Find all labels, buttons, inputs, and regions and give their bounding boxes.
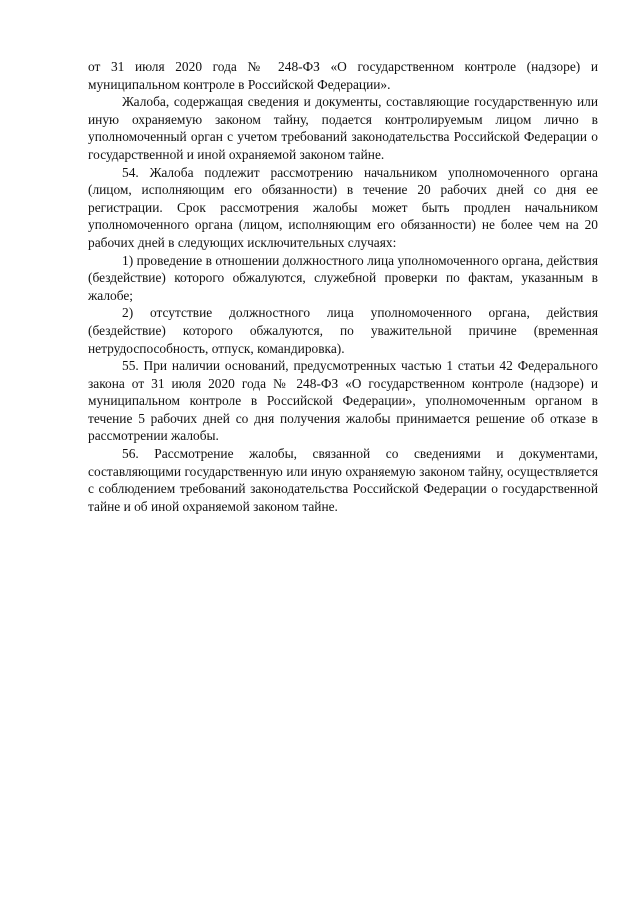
paragraph-55: 55. При наличии оснований, предусмотренных частью 1 статьи 42 Федерального закона от 31 июля 2020 года № 248-ФЗ «О государственном контроле (надзоре) и муниципальном контроле в Российской Федерации», уполномоченным органом в течение 5 рабочих дней со дня получения жалобы принимается решение об отказе в рассмотрении жалобы.	[88, 358, 598, 444]
document-page	[88, 58, 598, 515]
paragraph-secret-complaint: Жалоба, содержащая сведения и документы, составляющие государственную или иную охраняемую законом тайну, подается контролируемым лицом лично в уполномоченный орган с учетом требований законодательства Российской Федерации о государственной и иной охраняемой законом тайне.	[88, 94, 598, 162]
paragraph-56: 56. Рассмотрение жалобы, связанной со сведениями и документами, составляющими государственную или иную охраняемую законом тайну, осуществляется с соблюдением требований законодательства Российской Федерации о государственной тайне и об иной охраняемой законом тайне.	[88, 446, 598, 514]
paragraph-54: 54. Жалоба подлежит рассмотрению начальником уполномоченного органа (лицом, исполняющим его обязанности) в течение 20 рабочих дней со дня ее регистрации. Срок рассмотрения жалобы может быть продлен начальником уполномоченного органа (лицом, исполняющим его обязанности) не более чем на 20 рабочих дней в следующих исключительных случаях:	[88, 164, 598, 250]
paragraph-54-item-2: 2) отсутствие должностного лица уполномоченного органа, действия (бездействие) которого обжалуются, по уважительной причине (временная нетрудоспособность, отпуск, командировка).	[88, 305, 598, 356]
paragraph-54-item-1: 1) проведение в отношении должностного лица уполномоченного органа, действия (бездействие) которого обжалуются, служебной проверки по фактам, указанным в жалобе;	[88, 252, 598, 303]
paragraph-continuation: от 31 июля 2020 года № 248-ФЗ «О государственном контроле (надзоре) и муниципальном контроле в Российской Федерации».	[88, 59, 598, 92]
